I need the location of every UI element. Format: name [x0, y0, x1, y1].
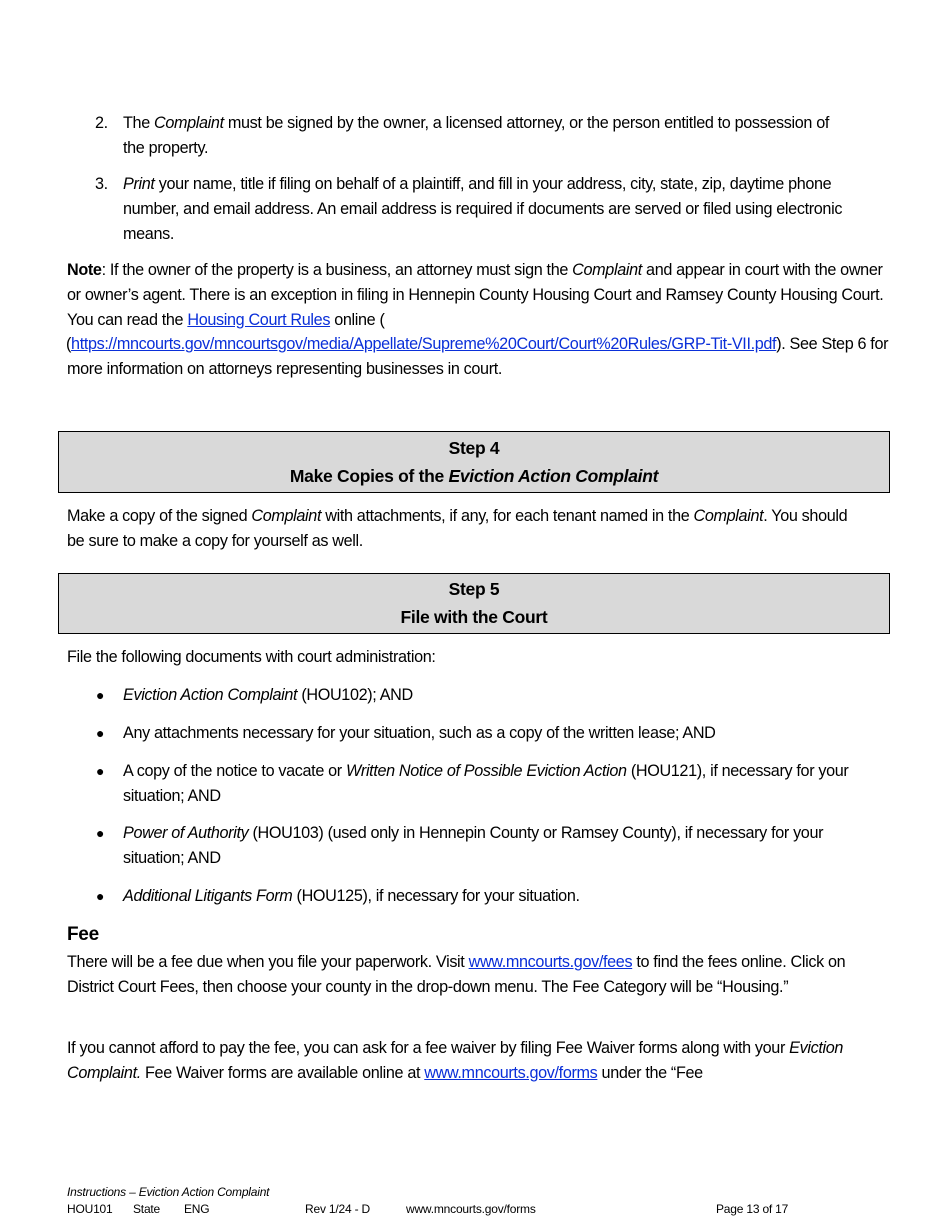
- bullet-icon: ●: [96, 725, 105, 741]
- list-item-text: Power of Authority (HOU103) (used only in Hennepin County or Ramsey County), if necessary for your situation; AND: [123, 824, 824, 867]
- footer-jurisdiction: State: [133, 1202, 161, 1216]
- housing-court-rules-link[interactable]: Housing Court Rules: [187, 310, 331, 329]
- item-text: The Complaint must be signed by the owner, a licensed attorney, or the person entitled to possession of the property.: [123, 114, 830, 157]
- forms-link[interactable]: www.mncourts.gov/forms: [424, 1063, 598, 1082]
- bullet-icon: ●: [96, 763, 105, 779]
- bullet-icon: ●: [96, 825, 105, 841]
- step-subtitle: File with the Court: [400, 606, 548, 627]
- step-5-intro: File the following documents with court administration:: [67, 648, 436, 666]
- footer-form-id: HOU101: [67, 1202, 113, 1216]
- fee-heading: Fee: [67, 924, 99, 945]
- list-item-text: Additional Litigants Form (HOU125), if necessary for your situation.: [123, 887, 580, 905]
- step-5-header: [58, 573, 890, 634]
- fees-link[interactable]: www.mncourts.gov/fees: [468, 953, 633, 971]
- bullet-icon: ●: [96, 888, 105, 904]
- bullet-icon: ●: [96, 687, 105, 703]
- step-title: Step 5: [448, 579, 500, 599]
- item-number: 3.: [95, 175, 108, 193]
- footer-language: ENG: [184, 1202, 210, 1216]
- footer-page-number: Page 13 of 17: [716, 1202, 789, 1216]
- fee-paragraph-2: If you cannot afford to pay the fee, you can ask for a fee waiver by filing Fee Waiver forms along with your Eviction Complaint. Fee Waiver forms are available online at www.mncourts.gov/forms under the “Fee: [67, 1039, 844, 1082]
- list-item-text: Any attachments necessary for your situation, such as a copy of the written lease; AND: [123, 724, 716, 742]
- court-rules-url-link[interactable]: https://mncourts.gov/mncourtsgov/media/Appellate/Supreme%20Court/Court%20Rules/GRP-Tit-VII.pdf: [71, 335, 777, 354]
- note-label: Note: [67, 261, 102, 279]
- item-number: 2.: [95, 114, 108, 132]
- note-paragraph: Note: If the owner of the property is a business, an attorney must sign the Complaint and appear in court with the owner or owner’s agent. There is an exception in filing in Hennepin County Housing Court and Ramsey County Housing Court. You can read the Housing Court Rules online ( (https://mncourts.gov/mncourtsgov/media/Appellate/Supreme%20Court/Court%20Rules/GRP-Tit-VII.pdf). See Step 6 for more information on attorneys representing businesses in court.: [66, 261, 889, 379]
- footer-url: www.mncourts.gov/forms: [406, 1202, 536, 1216]
- step-4-header: [58, 431, 890, 493]
- step-4-body: Make a copy of the signed Complaint with attachments, if any, for each tenant named in the Complaint. You should be sure to make a copy for yourself as well.: [67, 507, 848, 550]
- footer-revision: Rev 1/24 - D: [305, 1202, 370, 1216]
- fee-paragraph-1: There will be a fee due when you file your paperwork. Visit www.mncourts.gov/fees to find the fees online. Click on District Court Fees, then choose your county in the drop-down menu. The Fee Category will be “Housing.”: [67, 953, 846, 996]
- item-text: Print your name, title if filing on behalf of a plaintiff, and fill in your address, city, state, zip, daytime phone number, and email address. An email address is required if documents are served or filed using electronic means.: [123, 175, 843, 243]
- step-subtitle: Make Copies of the Eviction Action Complaint: [289, 465, 659, 486]
- list-item-text: A copy of the notice to vacate or Written Notice of Possible Eviction Action (HOU121), if necessary for your situation; AND: [123, 762, 849, 805]
- footer-title: Instructions – Eviction Action Complaint: [67, 1185, 270, 1199]
- step-title: Step 4: [448, 438, 500, 458]
- list-item-text: Eviction Action Complaint (HOU102); AND: [123, 686, 413, 704]
